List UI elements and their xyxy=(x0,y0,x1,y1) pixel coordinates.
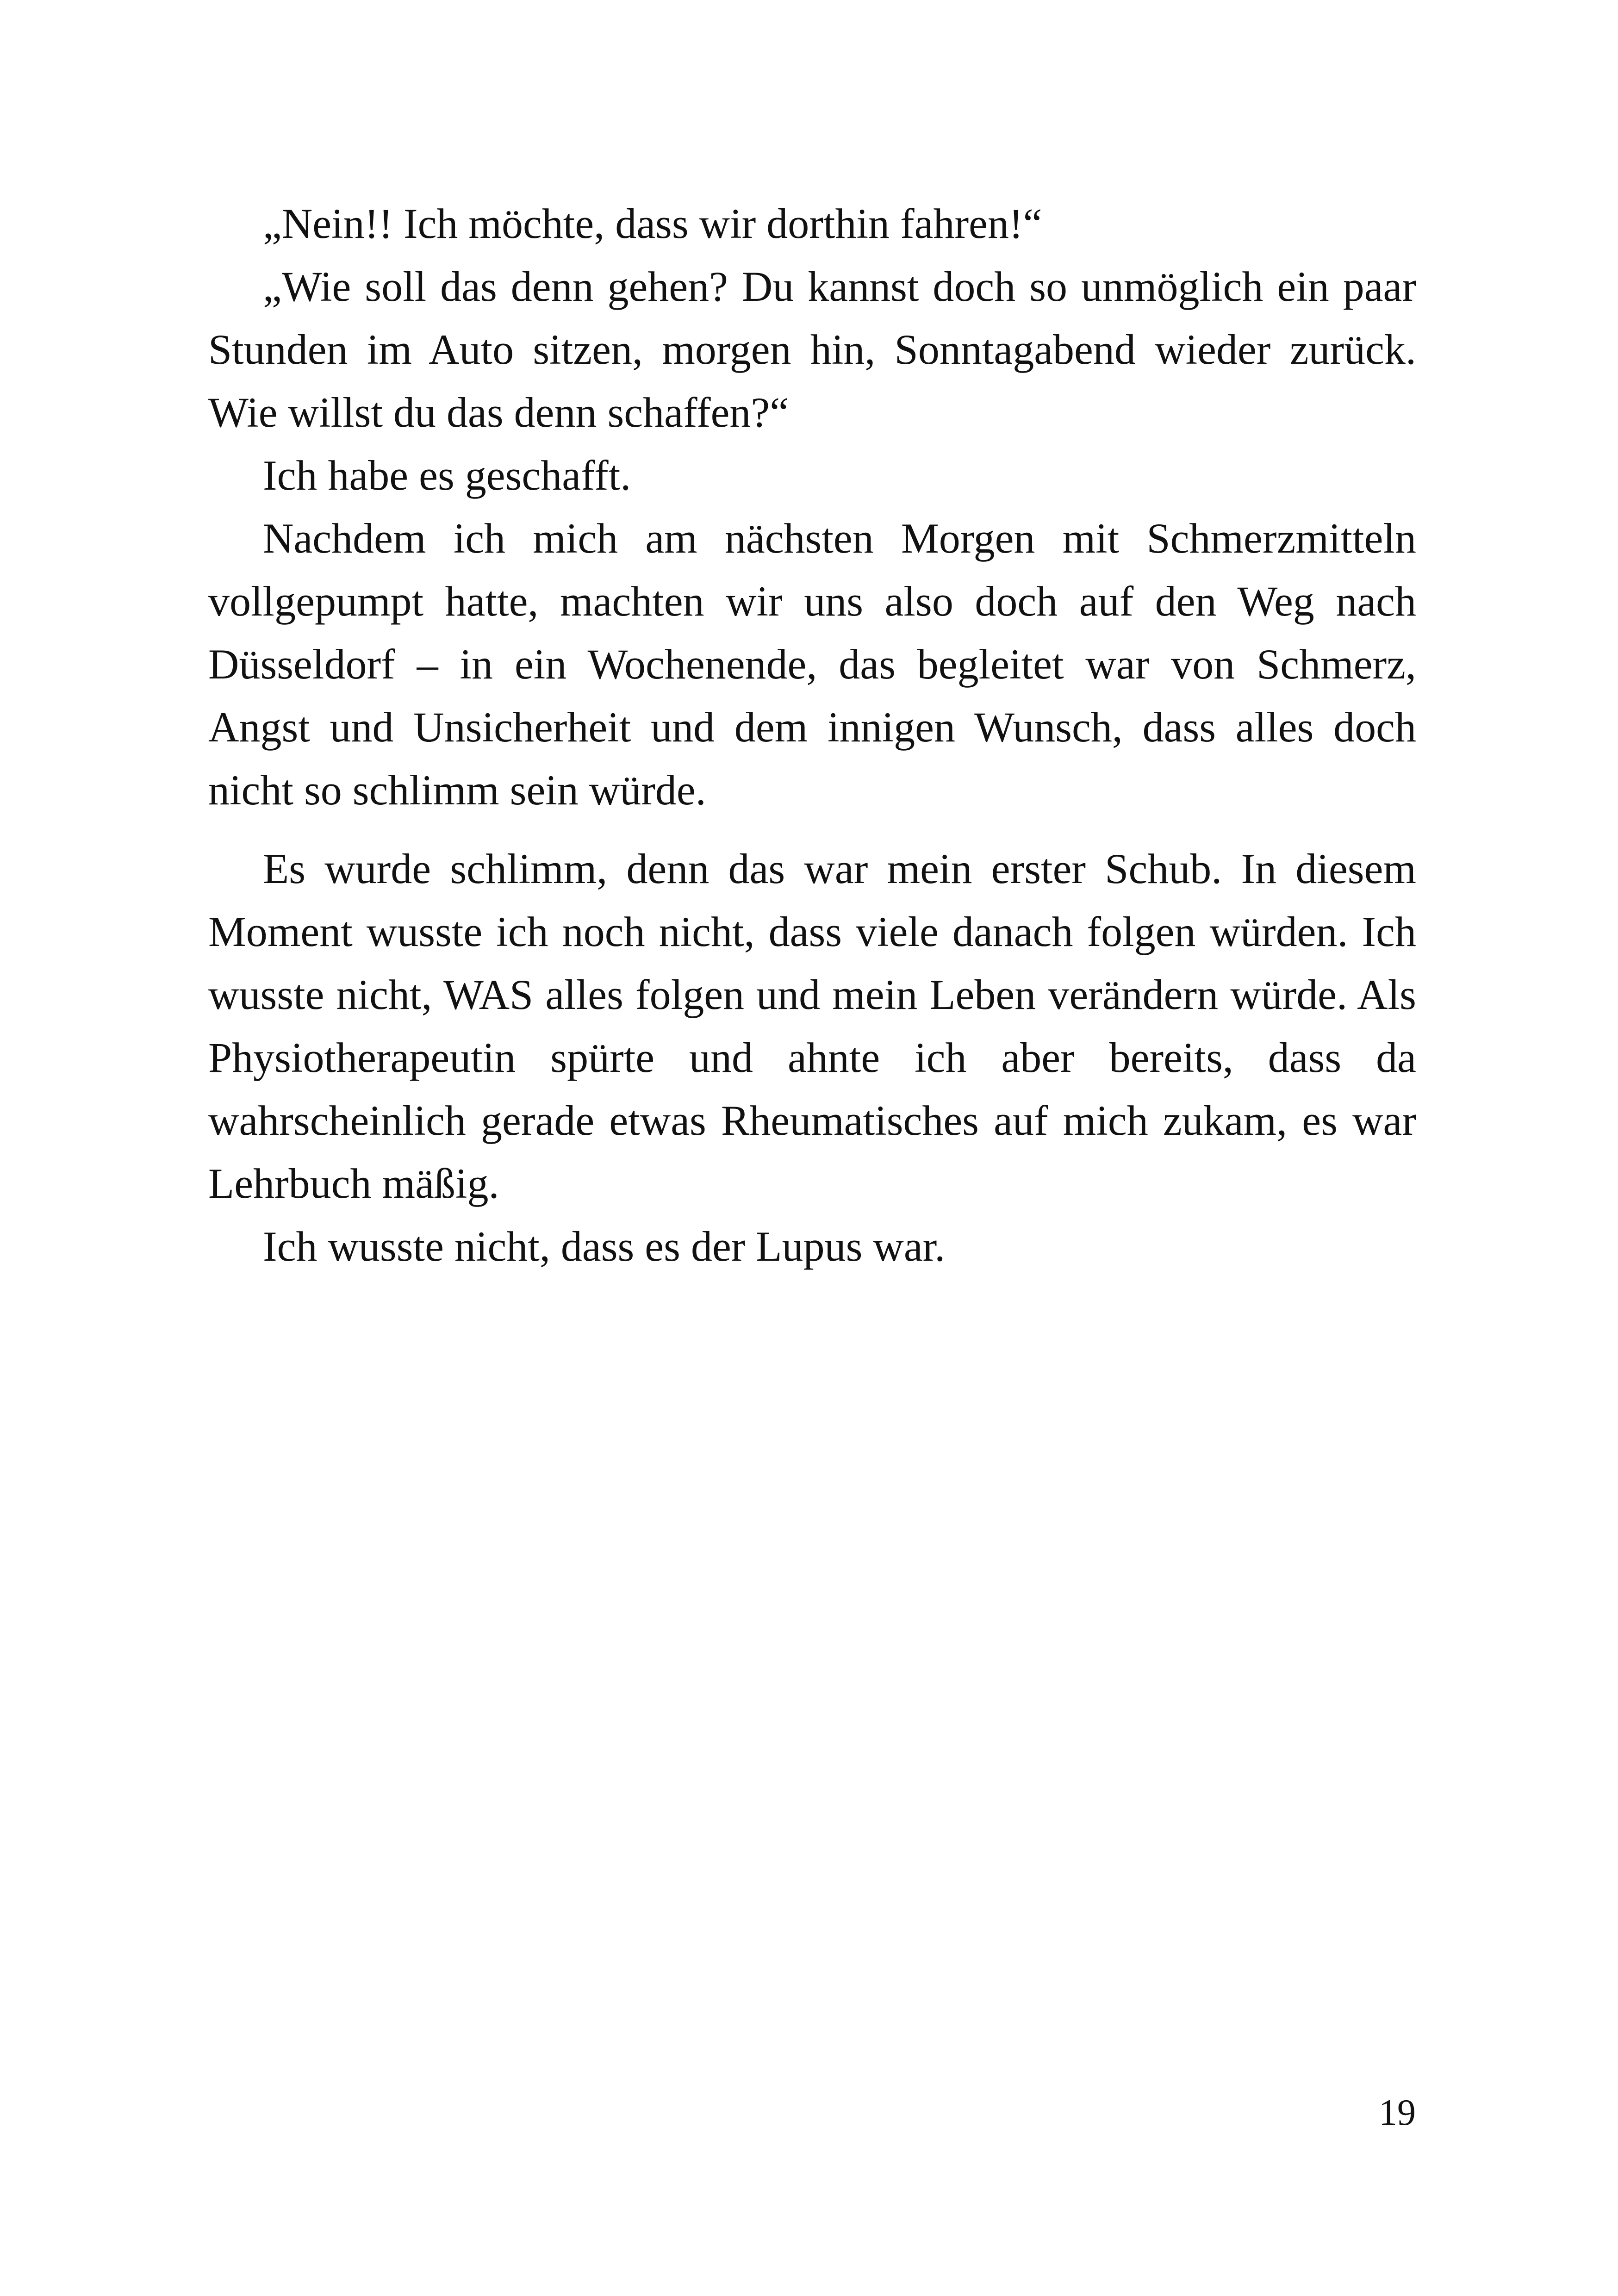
paragraph: Ich habe es geschafft. xyxy=(263,452,631,499)
paragraph: Nachdem ich mich am nächsten Morgen mit Schmerzmitteln vollgepumpt hatte, machten wir uns also doch auf den Weg nach Düsseldorf – in ein Wochenende, das begleitet war von Schmerz, Angst und Unsicherheit und dem innigen Wunsch, dass alles doch nicht so schlimm sein würde. xyxy=(208,515,1416,814)
paragraph: Ich wusste nicht, dass es der Lupus war. xyxy=(263,1223,946,1270)
paragraph: „Wie soll das denn gehen? Du kannst doch so unmöglich ein paar Stunden im Auto sitzen, morgen hin, Sonntagabend wieder zurück. Wie willst du das denn schaffen?“ xyxy=(208,263,1416,436)
body-text xyxy=(208,192,1416,1278)
paragraph: „Nein!! Ich möchte, dass wir dorthin fahren!“ xyxy=(263,200,1042,247)
paragraph: Es wurde schlimm, denn das war mein erster Schub. In diesem Moment wusste ich noch nicht, dass viele danach folgen würden. Ich wusste nicht, WAS alles folgen und mein Leben verändern würde. Als Physiotherapeutin spürte und ahnte ich aber bereits, dass da wahrscheinlich gerade etwas Rheumatisches auf mich zukam, es war Lehrbuch mäßig. xyxy=(208,845,1416,1207)
page-number: 19 xyxy=(1379,2092,1416,2133)
